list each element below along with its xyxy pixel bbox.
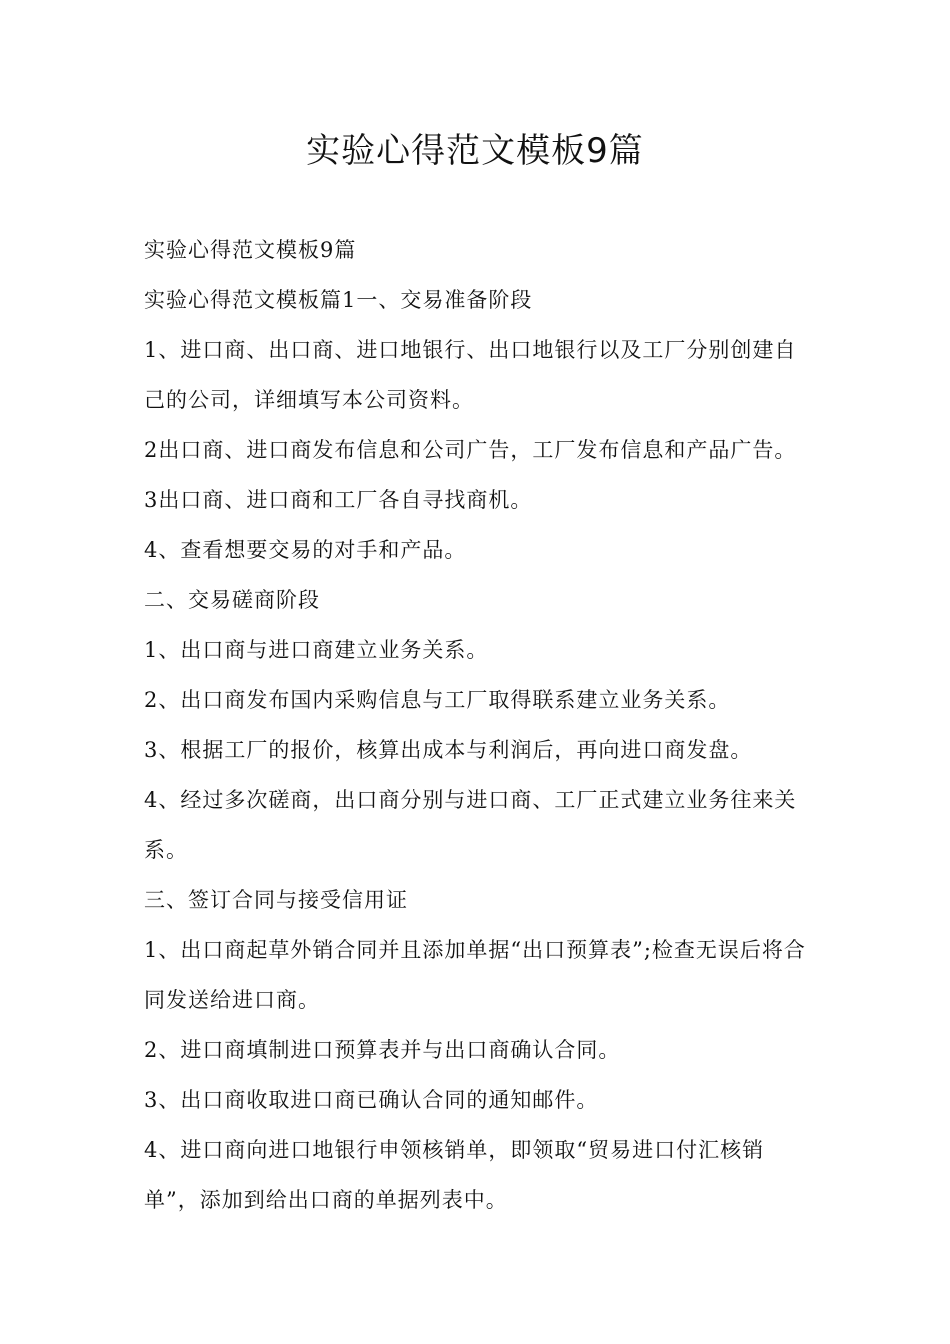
paragraph: 1、进口商、出口商、进口地银行、出口地银行以及工厂分别创建自己的公司，详细填写本公司资料。 (144, 338, 797, 412)
document-body (144, 225, 810, 1225)
paragraph: 4、进口商向进口地银行申领核销单，即领取“贸易进口付汇核销单”，添加到给出口商的单据列表中。 (144, 1138, 765, 1212)
paragraph-section-heading: 实验心得范文模板篇1一、交易准备阶段 (144, 288, 533, 312)
paragraph: 4、查看想要交易的对手和产品。 (144, 538, 467, 562)
paragraph: 2出口商、进口商发布信息和公司广告，工厂发布信息和产品广告。 (144, 438, 797, 462)
paragraph: 4、经过多次磋商，出口商分别与进口商、工厂正式建立业务往来关系。 (144, 788, 797, 862)
paragraph: 3出口商、进口商和工厂各自寻找商机。 (144, 488, 533, 512)
paragraph: 2、进口商填制进口预算表并与出口商确认合同。 (144, 1038, 621, 1062)
paragraph: 3、根据工厂的报价，核算出成本与利润后，再向进口商发盘。 (144, 738, 753, 762)
paragraph: 3、出口商收取进口商已确认合同的通知邮件。 (144, 1088, 599, 1112)
paragraph-section-heading: 三、签订合同与接受信用证 (144, 888, 408, 912)
paragraph: 1、出口商起草外销合同并且添加单据“出口预算表”;检查无误后将合同发送给进口商。 (144, 938, 806, 1012)
paragraph: 1、出口商与进口商建立业务关系。 (144, 638, 489, 662)
paragraph: 2、出口商发布国内采购信息与工厂取得联系建立业务关系。 (144, 688, 731, 712)
paragraph-subtitle: 实验心得范文模板9篇 (144, 238, 357, 262)
paragraph-section-heading: 二、交易磋商阶段 (144, 588, 320, 612)
document-title: 实验心得范文模板9篇 (306, 131, 644, 171)
